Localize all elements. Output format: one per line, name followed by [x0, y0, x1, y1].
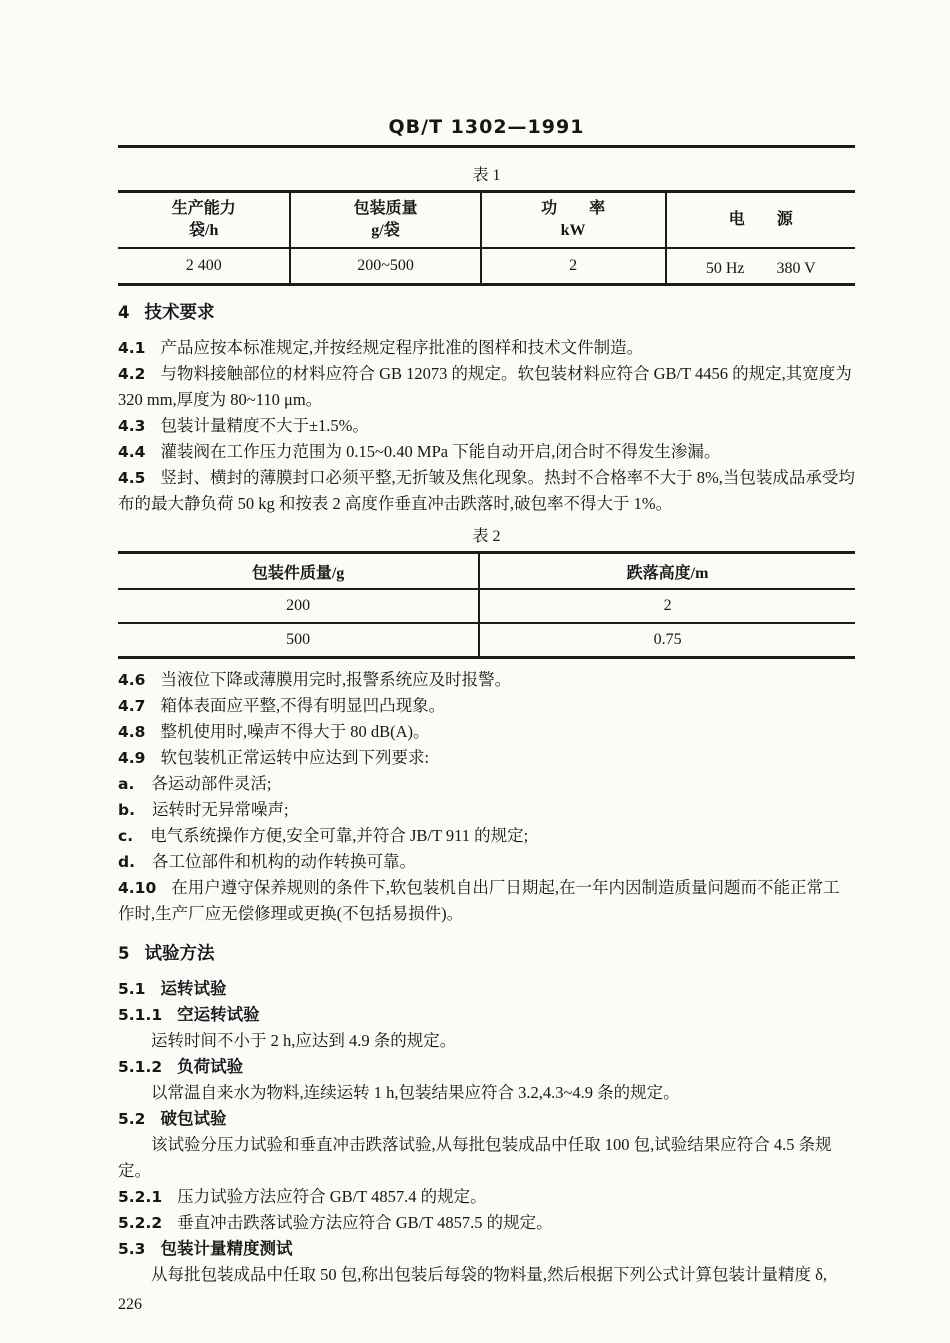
table1-cell-capacity: 2 400: [185, 257, 222, 274]
table1-data-row: [118, 248, 855, 285]
table1-header-row: [118, 192, 855, 249]
clause-5-1-1-body: 运转时间不小于 2 h,应达到 4.9 条的规定。: [151, 1031, 457, 1050]
clause-4-9-item-d: d. 各工位部件和机构的动作转换可靠。: [118, 852, 416, 871]
section-5-heading: 5 试验方法: [118, 943, 215, 963]
table1-col-capacity: 生产能力 袋/h: [118, 192, 290, 249]
clause-4-7: 4.7 箱体表面应平整,不得有明显凹凸现象。: [118, 696, 446, 715]
table1-cell-supply: 50 Hz 380 V: [666, 248, 855, 285]
clause-4-5: 4.5 竖封、横封的薄膜封口必须平整,无折皱及焦化现象。热封不合格率不大于 8%,当包装成品承受均布的最大静负荷 50 kg 和按表 2 高度作垂直冲击跌落时,破包率不得大于 1%。: [118, 468, 855, 513]
table1-col-power: 功 率 kW: [481, 192, 666, 249]
clause-4-9-item-c: c. 电气系统操作方便,安全可靠,并符合 JB/T 911 的规定;: [118, 826, 529, 845]
clause-5-1-2-body: 以常温自来水为物料,连续运转 1 h,包装结果应符合 3.2,4.3~4.9 条的规定。: [151, 1083, 680, 1102]
running-head: [118, 0, 855, 138]
table2-col-package-mass: 包装件质量/g: [118, 553, 479, 590]
clause-5-3-body: 从每批包装成品中任取 50 包,称出包装后每袋的物料量,然后根据下列公式计算包装计量精度 δ,: [151, 1265, 828, 1284]
clause-4-6: 4.6 当液位下降或薄膜用完时,报警系统应及时报警。: [118, 670, 512, 689]
header-rule: [118, 145, 855, 148]
table1: [118, 190, 855, 286]
table1-cell-power: 2: [481, 248, 666, 285]
table2-caption: 表 2: [472, 528, 501, 545]
clause-4-4: 4.4 灌装阀在工作压力范围为 0.15~0.40 MPa 下能自动开启,闭合时不得发生渗漏。: [118, 442, 721, 461]
table1-caption: 表 1: [472, 167, 501, 184]
page-content: [118, 0, 855, 1314]
clause-4-2: 4.2 与物料接触部位的材料应符合 GB 12073 的规定。软包装材料应符合 GB/T 4456 的规定,其宽度为 320 mm,厚度为 80~110 μm。: [118, 364, 852, 409]
clause-5-2: 5.2 破包试验: [118, 1109, 227, 1128]
clause-5-2-1: 5.2.1 压力试验方法应符合 GB/T 4857.4 的规定。: [118, 1187, 487, 1206]
clause-5-2-2: 5.2.2 垂直冲击跌落试验方法应符合 GB/T 4857.5 的规定。: [118, 1213, 553, 1232]
table1-col-supply: 电 源: [666, 192, 855, 249]
clause-4-9: 4.9 软包装机正常运转中应达到下列要求:: [118, 748, 430, 767]
table1-cell-weight: 200~500: [290, 248, 480, 285]
clause-5-1: 5.1 运转试验: [118, 979, 227, 998]
clause-5-1-1: 5.1.1 空运转试验: [118, 1005, 260, 1024]
page-number: 226: [118, 1296, 142, 1313]
table2-row: 500 0.75: [118, 623, 855, 658]
clause-4-10: 4.10 在用户遵守保养规则的条件下,软包装机自出厂日期起,在一年内因制造质量问题而不能正常工作时,生产厂应无偿修理或更换(不包括易损件)。: [118, 878, 840, 923]
clause-4-9-item-b: b. 运转时无异常噪声;: [118, 800, 289, 819]
table2-row: 200 2: [118, 589, 855, 623]
clause-4-9-item-a: a. 各运动部件灵活;: [118, 774, 272, 793]
clause-5-3: 5.3 包装计量精度测试: [118, 1239, 293, 1258]
clause-5-2-body: 该试验分压力试验和垂直冲击跌落试验,从每批包装成品中任取 100 包,试验结果应符合 4.5 条规定。: [118, 1135, 832, 1180]
standard-number: QB/T 1302—1991: [388, 116, 585, 138]
table1-col-weight: 包装质量 g/袋: [290, 192, 480, 249]
clause-4-3: 4.3 包装计量精度不大于±1.5%。: [118, 416, 369, 435]
table2-col-drop-height: 跌落高度/m: [479, 553, 855, 590]
table2: [118, 551, 855, 659]
clause-4-8: 4.8 整机使用时,噪声不得大于 80 dB(A)。: [118, 722, 430, 741]
table2-header-row: [118, 553, 855, 590]
clause-5-1-2: 5.1.2 负荷试验: [118, 1057, 244, 1076]
section-4-heading: 4 技术要求: [118, 302, 215, 322]
clause-4-1: 4.1 产品应按本标准规定,并按经规定程序批准的图样和技术文件制造。: [118, 338, 644, 357]
